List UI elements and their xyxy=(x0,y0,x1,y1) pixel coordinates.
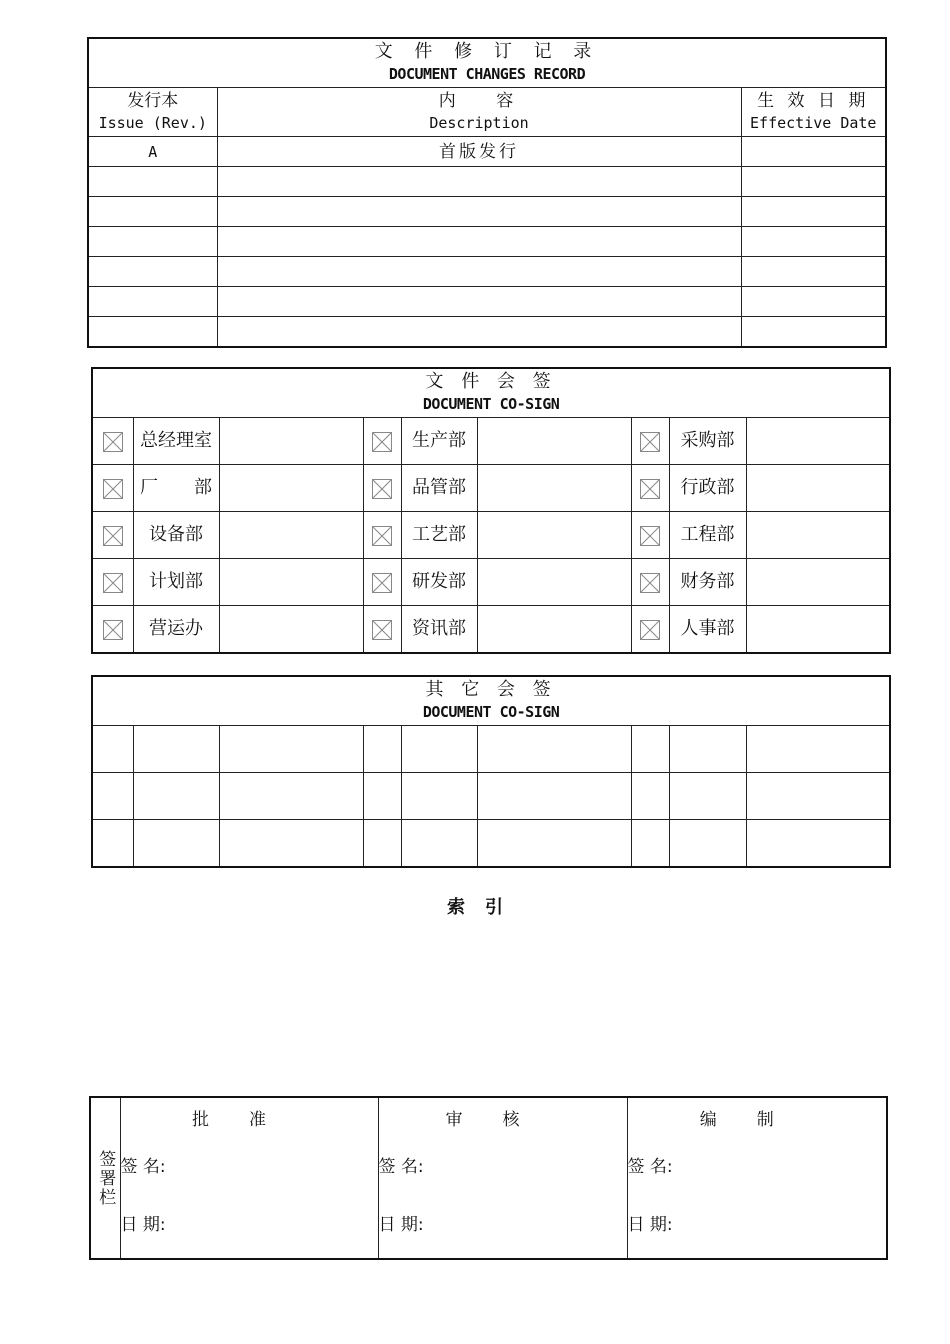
sign-cell[interactable] xyxy=(477,606,631,654)
table-row xyxy=(92,820,890,868)
sign-label: 签 名: xyxy=(120,1157,166,1177)
dept-label: 财务部 xyxy=(669,559,746,606)
table-row xyxy=(92,559,890,606)
description-cell[interactable] xyxy=(217,257,741,287)
issue-cell[interactable] xyxy=(88,257,217,287)
sign-cell[interactable] xyxy=(477,465,631,512)
dept-label: 总经理室 xyxy=(133,418,219,465)
checkbox[interactable] xyxy=(631,559,669,606)
checkbox[interactable] xyxy=(92,465,133,512)
cosign-title-cell xyxy=(92,368,890,418)
table-row xyxy=(92,512,890,559)
cell[interactable] xyxy=(219,726,363,773)
checkbox[interactable] xyxy=(363,559,401,606)
table-row xyxy=(88,227,886,257)
date-cell[interactable] xyxy=(741,197,886,227)
sign-label: 签 名: xyxy=(627,1157,673,1177)
sign-cell[interactable] xyxy=(219,418,363,465)
checkbox-x-icon xyxy=(640,526,660,546)
date-header-cn: 生 效 日 期 xyxy=(757,91,870,111)
table-row xyxy=(88,257,886,287)
approve-sign-field[interactable] xyxy=(120,1142,378,1214)
cell[interactable] xyxy=(92,773,133,820)
sign-cell[interactable] xyxy=(746,465,890,512)
prepare-date-field[interactable] xyxy=(627,1214,887,1259)
index-title: 索引 xyxy=(447,897,523,918)
description-cell[interactable] xyxy=(217,167,741,197)
description-cell[interactable] xyxy=(217,227,741,257)
checkbox[interactable] xyxy=(92,606,133,654)
description-cell[interactable] xyxy=(217,287,741,317)
sign-cell[interactable] xyxy=(746,606,890,654)
description-cell[interactable]: 首版发行 xyxy=(217,137,741,167)
review-sign-field[interactable] xyxy=(378,1142,627,1214)
cell[interactable] xyxy=(631,820,669,868)
checkbox-x-icon xyxy=(103,620,123,640)
cell[interactable] xyxy=(746,726,890,773)
approve-date-field[interactable] xyxy=(120,1214,378,1259)
description-cell[interactable] xyxy=(217,317,741,348)
table-row xyxy=(92,418,890,465)
table-row xyxy=(92,726,890,773)
checkbox[interactable] xyxy=(631,606,669,654)
date-cell[interactable] xyxy=(741,227,886,257)
prepare-sign-field[interactable] xyxy=(627,1142,887,1214)
dept-label: 采购部 xyxy=(669,418,746,465)
checkbox[interactable] xyxy=(92,559,133,606)
issue-cell[interactable] xyxy=(88,197,217,227)
checkbox-x-icon xyxy=(640,432,660,452)
cell[interactable] xyxy=(669,726,746,773)
sign-cell[interactable] xyxy=(219,606,363,654)
checkbox-x-icon xyxy=(372,573,392,593)
issue-header-en: Issue (Rev.) xyxy=(98,114,207,132)
cell[interactable] xyxy=(746,773,890,820)
date-cell[interactable] xyxy=(741,137,886,167)
checkbox-x-icon xyxy=(372,526,392,546)
issue-header xyxy=(88,88,217,137)
sign-cell[interactable] xyxy=(746,559,890,606)
changes-title-cell xyxy=(88,38,886,88)
document-changes-table xyxy=(87,37,887,348)
dept-label: 行政部 xyxy=(669,465,746,512)
cell[interactable] xyxy=(401,773,477,820)
table-row xyxy=(88,137,886,167)
other-cosign-title-cn: 其 它 会 签 xyxy=(425,679,557,700)
sign-cell[interactable] xyxy=(219,465,363,512)
cell[interactable] xyxy=(477,820,631,868)
checkbox-x-icon xyxy=(372,479,392,499)
approve-header: 批准 xyxy=(120,1097,378,1142)
checkbox[interactable] xyxy=(631,512,669,559)
dept-label: 品管部 xyxy=(401,465,477,512)
sign-label: 签 名: xyxy=(378,1157,424,1177)
date-header xyxy=(741,88,886,137)
document-cosign-table xyxy=(91,367,891,654)
dept-label: 生产部 xyxy=(401,418,477,465)
cell[interactable] xyxy=(133,773,219,820)
sign-cell[interactable] xyxy=(477,559,631,606)
date-label: 日 期: xyxy=(120,1215,166,1235)
issue-cell[interactable] xyxy=(88,167,217,197)
cell[interactable] xyxy=(746,820,890,868)
changes-title-cn: 文 件 修 订 记 录 xyxy=(374,41,600,62)
dept-label: 资讯部 xyxy=(401,606,477,654)
signature-table xyxy=(89,1096,888,1260)
dept-label: 工艺部 xyxy=(401,512,477,559)
other-cosign-title-en: DOCUMENT CO-SIGN xyxy=(422,703,560,721)
date-label: 日 期: xyxy=(378,1215,424,1235)
dept-label: 人事部 xyxy=(669,606,746,654)
checkbox[interactable] xyxy=(631,465,669,512)
review-header: 审核 xyxy=(378,1097,627,1142)
checkbox-x-icon xyxy=(103,573,123,593)
cell[interactable] xyxy=(92,726,133,773)
cosign-title-en: DOCUMENT CO-SIGN xyxy=(422,395,560,413)
prepare-header: 编制 xyxy=(627,1097,887,1142)
cell[interactable] xyxy=(401,726,477,773)
table-row xyxy=(92,773,890,820)
checkbox-x-icon xyxy=(103,432,123,452)
date-cell[interactable] xyxy=(741,257,886,287)
sign-cell[interactable] xyxy=(746,418,890,465)
cell[interactable] xyxy=(477,726,631,773)
table-row xyxy=(88,287,886,317)
cell[interactable] xyxy=(92,820,133,868)
dept-label: 工程部 xyxy=(669,512,746,559)
cell[interactable] xyxy=(363,820,401,868)
checkbox-x-icon xyxy=(103,479,123,499)
table-row xyxy=(92,465,890,512)
cell[interactable] xyxy=(401,820,477,868)
cell[interactable] xyxy=(477,773,631,820)
cell[interactable] xyxy=(219,820,363,868)
checkbox-x-icon xyxy=(372,620,392,640)
checkbox[interactable] xyxy=(92,512,133,559)
description-header xyxy=(217,88,741,137)
checkbox[interactable] xyxy=(363,418,401,465)
dept-label: 研发部 xyxy=(401,559,477,606)
review-date-field[interactable] xyxy=(378,1214,627,1259)
description-header-cn: 内 容 xyxy=(438,91,520,111)
issue-cell[interactable] xyxy=(88,227,217,257)
sign-cell[interactable] xyxy=(219,559,363,606)
dept-label: 营运办 xyxy=(133,606,219,654)
description-header-en: Description xyxy=(429,114,529,132)
sign-cell[interactable] xyxy=(477,512,631,559)
other-cosign-table xyxy=(91,675,891,868)
table-row xyxy=(88,197,886,227)
sign-cell[interactable] xyxy=(746,512,890,559)
dept-label: 计划部 xyxy=(133,559,219,606)
cell[interactable] xyxy=(219,773,363,820)
checkbox[interactable] xyxy=(363,512,401,559)
other-cosign-title-cell xyxy=(92,676,890,726)
dept-label: 设备部 xyxy=(133,512,219,559)
cell[interactable] xyxy=(631,773,669,820)
date-label: 日 期: xyxy=(627,1215,673,1235)
table-row xyxy=(88,167,886,197)
sign-cell[interactable] xyxy=(477,418,631,465)
issue-cell[interactable]: A xyxy=(88,137,217,167)
issue-header-cn: 发行本 xyxy=(127,91,179,111)
checkbox-x-icon xyxy=(103,526,123,546)
checkbox-x-icon xyxy=(372,432,392,452)
date-cell[interactable] xyxy=(741,287,886,317)
cell[interactable] xyxy=(133,820,219,868)
cell[interactable] xyxy=(631,726,669,773)
sign-cell[interactable] xyxy=(219,512,363,559)
checkbox[interactable] xyxy=(631,418,669,465)
issue-cell[interactable] xyxy=(88,317,217,348)
changes-title-en: DOCUMENT CHANGES RECORD xyxy=(388,65,586,83)
checkbox-x-icon xyxy=(640,479,660,499)
checkbox-x-icon xyxy=(640,573,660,593)
cell[interactable] xyxy=(363,726,401,773)
table-row xyxy=(92,606,890,654)
date-cell[interactable] xyxy=(741,317,886,348)
cell[interactable] xyxy=(133,726,219,773)
cell[interactable] xyxy=(363,773,401,820)
description-cell[interactable] xyxy=(217,197,741,227)
cosign-title-cn: 文 件 会 签 xyxy=(425,371,557,392)
checkbox[interactable] xyxy=(92,418,133,465)
issue-cell[interactable] xyxy=(88,287,217,317)
date-header-en: Effective Date xyxy=(750,114,877,132)
cell[interactable] xyxy=(669,820,746,868)
cell[interactable] xyxy=(669,773,746,820)
signature-side-label: 签署栏 xyxy=(90,1097,120,1259)
checkbox-x-icon xyxy=(640,620,660,640)
checkbox[interactable] xyxy=(363,606,401,654)
date-cell[interactable] xyxy=(741,167,886,197)
dept-label: 厂 部 xyxy=(133,465,219,512)
table-row xyxy=(88,317,886,348)
checkbox[interactable] xyxy=(363,465,401,512)
